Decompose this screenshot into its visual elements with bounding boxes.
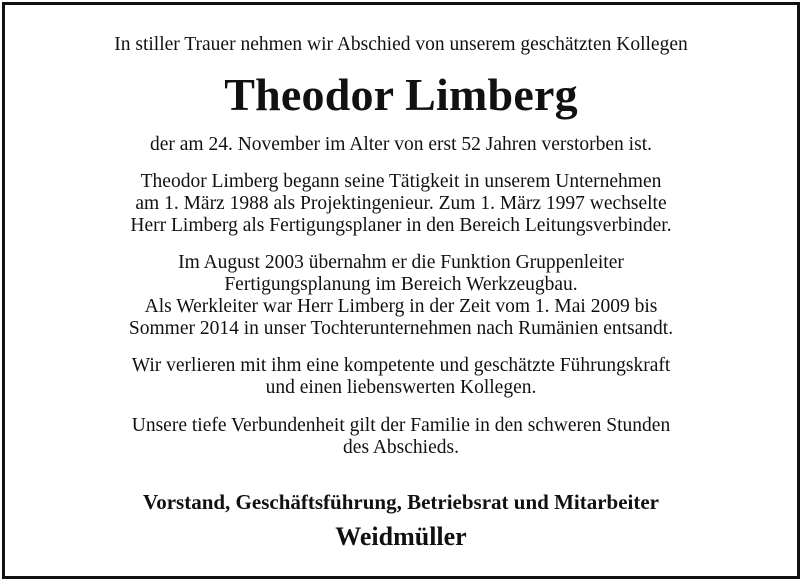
paragraph-line: Herr Limberg als Fertigungsplaner in den Bereich Leitungsverbinder.	[130, 215, 672, 236]
obituary-notice	[2, 2, 800, 579]
company-name: Weidmüller	[335, 522, 467, 551]
paragraph-line: Theodor Limberg begann seine Tätigkeit in unserem Unternehmen	[140, 171, 662, 192]
subtitle-text: der am 24. November im Alter von erst 52 Jahren verstorben ist.	[149, 134, 652, 155]
paragraph-line: am 1. März 1988 als Projektingenieur. Zum 1. März 1997 wechselte	[135, 193, 667, 214]
paragraph-line: Im August 2003 übernahm er die Funktion Gruppenleiter	[178, 252, 624, 273]
intro-text: In stiller Trauer nehmen wir Abschied von unserem geschätzten Kollegen	[114, 34, 688, 55]
paragraph-line: und einen liebenswerten Kollegen.	[265, 377, 537, 398]
paragraph-line: Wir verlieren mit ihm eine kompetente und geschätzte Führungskraft	[131, 355, 671, 376]
deceased-name: Theodor Limberg	[224, 69, 578, 120]
paragraph-line: Unsere tiefe Verbundenheit gilt der Familie in den schweren Stunden	[131, 415, 671, 436]
paragraph-line: des Abschieds.	[343, 437, 459, 458]
paragraph-line: Fertigungsplanung im Bereich Werkzeugbau.	[224, 274, 578, 295]
paragraph-line: Als Werkleiter war Herr Limberg in der Zeit vom 1. Mai 2009 bis	[144, 296, 658, 317]
paragraph-line: Sommer 2014 in unser Tochterunternehmen nach Rumänien entsandt.	[128, 318, 674, 339]
signature-text: Vorstand, Geschäftsführung, Betriebsrat und Mitarbeiter	[142, 490, 660, 514]
